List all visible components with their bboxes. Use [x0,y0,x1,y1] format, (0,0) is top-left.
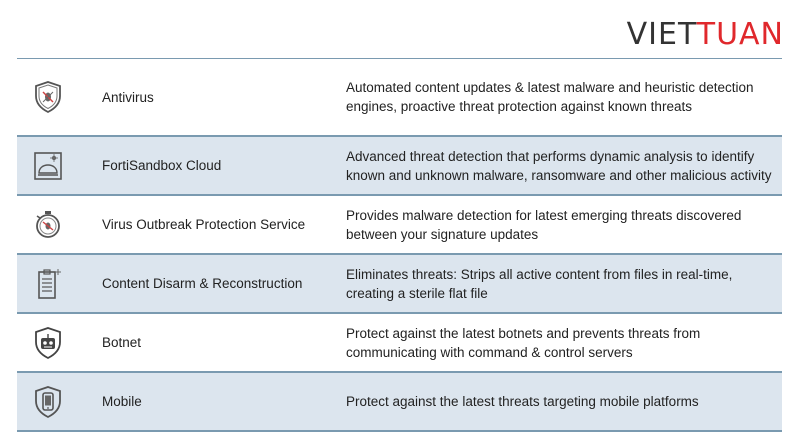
sandbox-cloud-icon [17,137,102,194]
service-description: Protect against the latest threats targeting mobile platforms [346,394,699,409]
mobile-shield-icon [17,373,102,430]
service-description: Eliminates threats: Strips all active content from files in real-time, creating a sterile flat file [346,266,733,301]
virus-outbreak-icon [17,196,102,253]
table-row-antivirus [17,59,782,137]
service-name: Botnet [102,335,142,350]
services-table [17,58,782,432]
table-row-cdr [17,255,782,314]
service-description: Provides malware detection for latest emerging threats discovered between your signature updates [346,207,742,242]
shield-bug-icon [17,59,102,135]
company-logo [627,18,784,52]
table-row-virus-outbreak [17,196,782,255]
botnet-shield-icon [17,314,102,371]
table-row-fortisandbox [17,137,782,196]
service-name: FortiSandbox Cloud [102,158,222,173]
service-description: Protect against the latest botnets and prevents threats from communicating with command & control servers [346,325,701,360]
service-name: Content Disarm & Reconstruction [102,276,303,291]
logo-part-viet: VIET [626,17,697,52]
table-row-mobile [17,373,782,432]
service-name: Mobile [102,394,142,409]
document-clean-icon [17,255,102,312]
table-row-botnet [17,314,782,373]
service-description: Automated content updates & latest malware and heuristic detection engines, proactive threat protection against known threats [346,80,754,114]
service-description: Advanced threat detection that performs dynamic analysis to identify known and unknown malware, ransomware and other malicious activity [346,148,772,183]
service-name: Virus Outbreak Protection Service [102,217,306,232]
logo-part-tuan: TUAN [696,17,784,52]
service-name: Antivirus [102,89,154,105]
